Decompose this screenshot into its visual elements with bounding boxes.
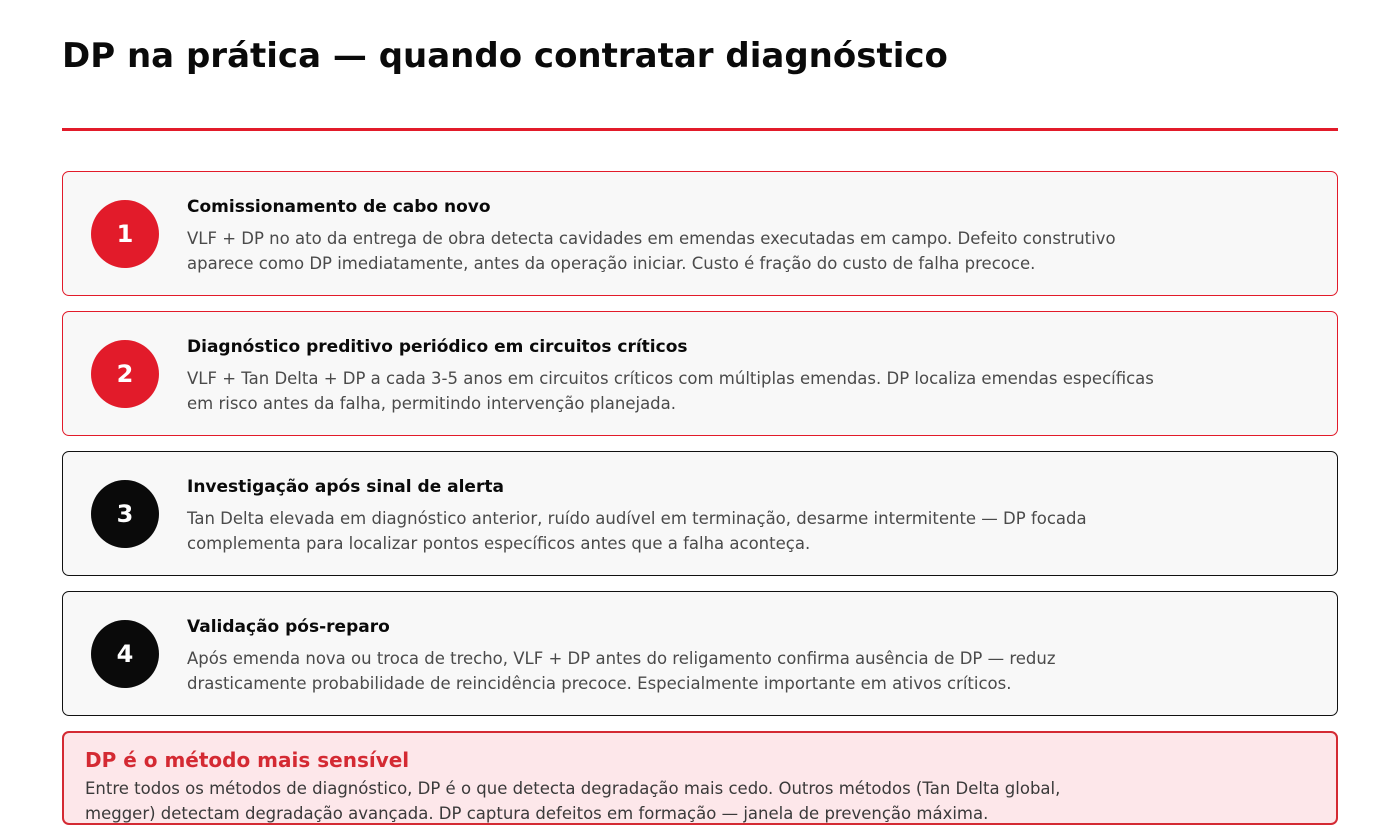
title-divider xyxy=(62,128,1338,131)
scenario-title: Validação pós-reparo xyxy=(187,617,390,637)
step-number-badge: 3 xyxy=(91,480,159,548)
scenario-card-commissioning xyxy=(62,171,1338,296)
scenario-description: Após emenda nova ou troca de trecho, VLF + DP antes do religamento confirma ausência de DP — reduz drasticamente probabilidade de reincidência precoce. Especialmente importante em ativos críticos. xyxy=(187,649,1056,693)
scenario-list xyxy=(62,171,1338,731)
page-title: DP na prática — quando contratar diagnóstico xyxy=(62,36,948,76)
scenario-title: Comissionamento de cabo novo xyxy=(187,197,491,217)
scenario-title: Diagnóstico preditivo periódico em circuitos críticos xyxy=(187,337,688,357)
scenario-description: Tan Delta elevada em diagnóstico anterior, ruído audível em terminação, desarme intermitente — DP focada complementa para localizar pontos específicos antes que a falha aconteça. xyxy=(187,509,1087,553)
step-number-badge: 2 xyxy=(91,340,159,408)
callout-title: DP é o método mais sensível xyxy=(85,748,410,772)
step-number-badge: 4 xyxy=(91,620,159,688)
scenario-card-periodic-diagnosis xyxy=(62,311,1338,436)
highlight-callout xyxy=(62,731,1338,825)
step-number-badge: 1 xyxy=(91,200,159,268)
scenario-card-post-repair xyxy=(62,591,1338,716)
callout-text: Entre todos os métodos de diagnóstico, DP é o que detecta degradação mais cedo. Outros métodos (Tan Delta global, megger) detectam degradação avançada. DP captura defeitos em formação — janela de prevenção máxima. xyxy=(85,779,1061,823)
scenario-description: VLF + Tan Delta + DP a cada 3-5 anos em circuitos críticos com múltiplas emendas. DP localiza emendas específicas em risco antes da falha, permitindo intervenção planejada. xyxy=(187,369,1154,413)
scenario-description: VLF + DP no ato da entrega de obra detecta cavidades em emendas executadas em campo. Defeito construtivo aparece como DP imediatamente, antes da operação iniciar. Custo é fração do custo de falha precoce. xyxy=(187,229,1116,273)
scenario-card-alert-investigation xyxy=(62,451,1338,576)
scenario-title: Investigação após sinal de alerta xyxy=(187,477,504,497)
